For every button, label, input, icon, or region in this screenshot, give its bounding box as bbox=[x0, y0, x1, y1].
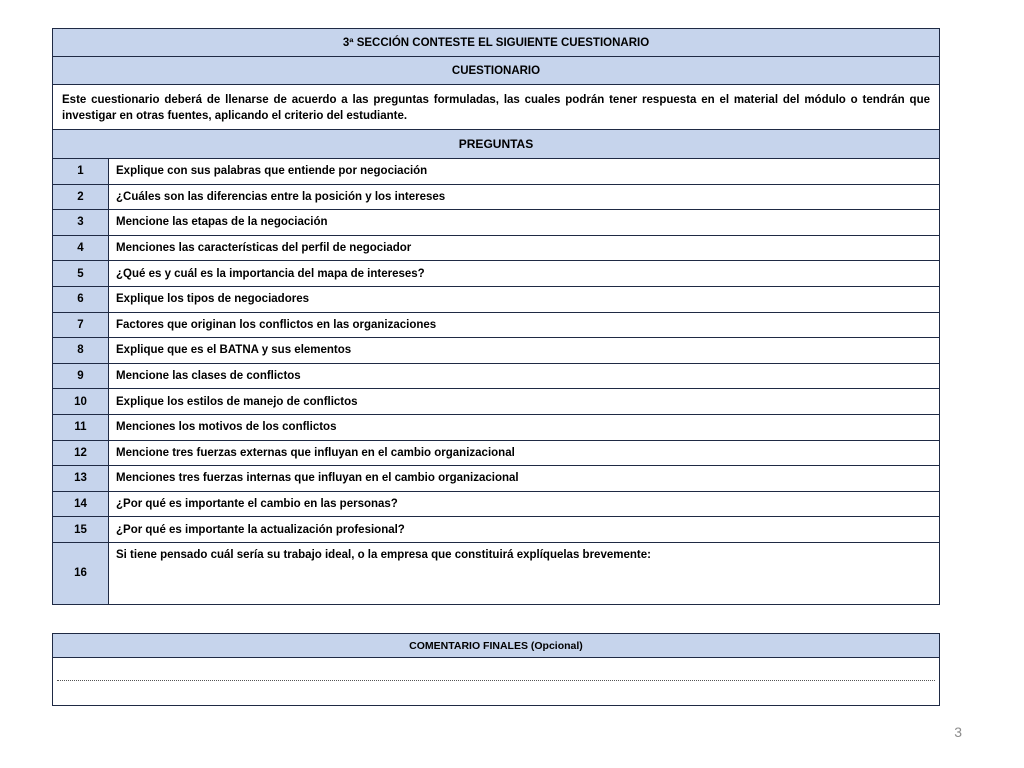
question-number: 10 bbox=[53, 389, 109, 414]
questionnaire-table bbox=[52, 28, 940, 605]
question-number: 11 bbox=[53, 415, 109, 440]
question-text: Explique los tipos de negociadores bbox=[116, 293, 309, 306]
question-text: ¿Cuáles son las diferencias entre la posición y los intereses bbox=[116, 190, 446, 203]
question-number: 7 bbox=[53, 313, 109, 338]
questionnaire-title: CUESTIONARIO bbox=[53, 57, 939, 85]
comments-answer-line[interactable] bbox=[57, 680, 935, 681]
question-text: Mencione las etapas de la negociación bbox=[116, 216, 328, 229]
question-number: 14 bbox=[53, 492, 109, 517]
question-text: ¿Por qué es importante la actualización profesional? bbox=[116, 523, 405, 536]
question-text: Explique los estilos de manejo de conflictos bbox=[116, 395, 358, 408]
questions-title: PREGUNTAS bbox=[53, 130, 939, 159]
comments-box bbox=[52, 633, 940, 706]
question-row bbox=[53, 261, 939, 287]
question-text: ¿Por qué es importante el cambio en las personas? bbox=[116, 498, 398, 511]
page-number: 3 bbox=[954, 724, 962, 740]
question-row bbox=[53, 517, 939, 543]
question-number: 6 bbox=[53, 287, 109, 312]
question-text: Menciones las características del perfil de negociador bbox=[116, 242, 412, 255]
question-row bbox=[53, 236, 939, 262]
question-text: Mencione tres fuerzas externas que influyan en el cambio organizacional bbox=[116, 446, 515, 459]
question-number: 15 bbox=[53, 517, 109, 542]
question-text: ¿Qué es y cuál es la importancia del mapa de intereses? bbox=[116, 267, 425, 280]
question-number: 3 bbox=[53, 210, 109, 235]
question-row bbox=[53, 210, 939, 236]
question-row bbox=[53, 313, 939, 339]
question-text: Factores que originan los conflictos en las organizaciones bbox=[116, 318, 437, 331]
section-title: 3ª SECCIÓN CONTESTE EL SIGUIENTE CUESTIONARIO bbox=[53, 29, 939, 57]
question-row bbox=[53, 159, 939, 185]
question-row bbox=[53, 492, 939, 518]
question-number: 12 bbox=[53, 441, 109, 466]
question-number: 2 bbox=[53, 185, 109, 210]
question-row bbox=[53, 543, 939, 604]
question-number: 8 bbox=[53, 338, 109, 363]
question-row bbox=[53, 338, 939, 364]
question-row bbox=[53, 389, 939, 415]
question-row bbox=[53, 287, 939, 313]
question-row bbox=[53, 364, 939, 390]
question-number: 5 bbox=[53, 261, 109, 286]
question-number: 1 bbox=[53, 159, 109, 184]
question-text: Si tiene pensado cuál sería su trabajo ideal, o la empresa que constituirá explíquelas brevemente: bbox=[116, 548, 651, 561]
question-number: 13 bbox=[53, 466, 109, 491]
question-row bbox=[53, 185, 939, 211]
question-text: Explique con sus palabras que entiende por negociación bbox=[116, 165, 428, 178]
question-text: Menciones tres fuerzas internas que influyan en el cambio organizacional bbox=[116, 472, 519, 485]
question-text: Explique que es el BATNA y sus elementos bbox=[116, 344, 352, 357]
question-number: 16 bbox=[53, 543, 109, 604]
question-row bbox=[53, 441, 939, 467]
question-number: 4 bbox=[53, 236, 109, 261]
question-text: Mencione las clases de conflictos bbox=[116, 370, 301, 383]
question-number: 9 bbox=[53, 364, 109, 389]
question-row bbox=[53, 466, 939, 492]
intro-text: Este cuestionario deberá de llenarse de acuerdo a las preguntas formuladas, las cuales podrán tener respuesta en el material del módulo o tendrán que investigar en otras fuentes, aplicando el criterio del estudiante. bbox=[53, 85, 939, 130]
question-row bbox=[53, 415, 939, 441]
questions-list bbox=[53, 159, 939, 604]
question-text: Menciones los motivos de los conflictos bbox=[116, 421, 337, 434]
comments-title: COMENTARIO FINALES (Opcional) bbox=[53, 634, 939, 658]
